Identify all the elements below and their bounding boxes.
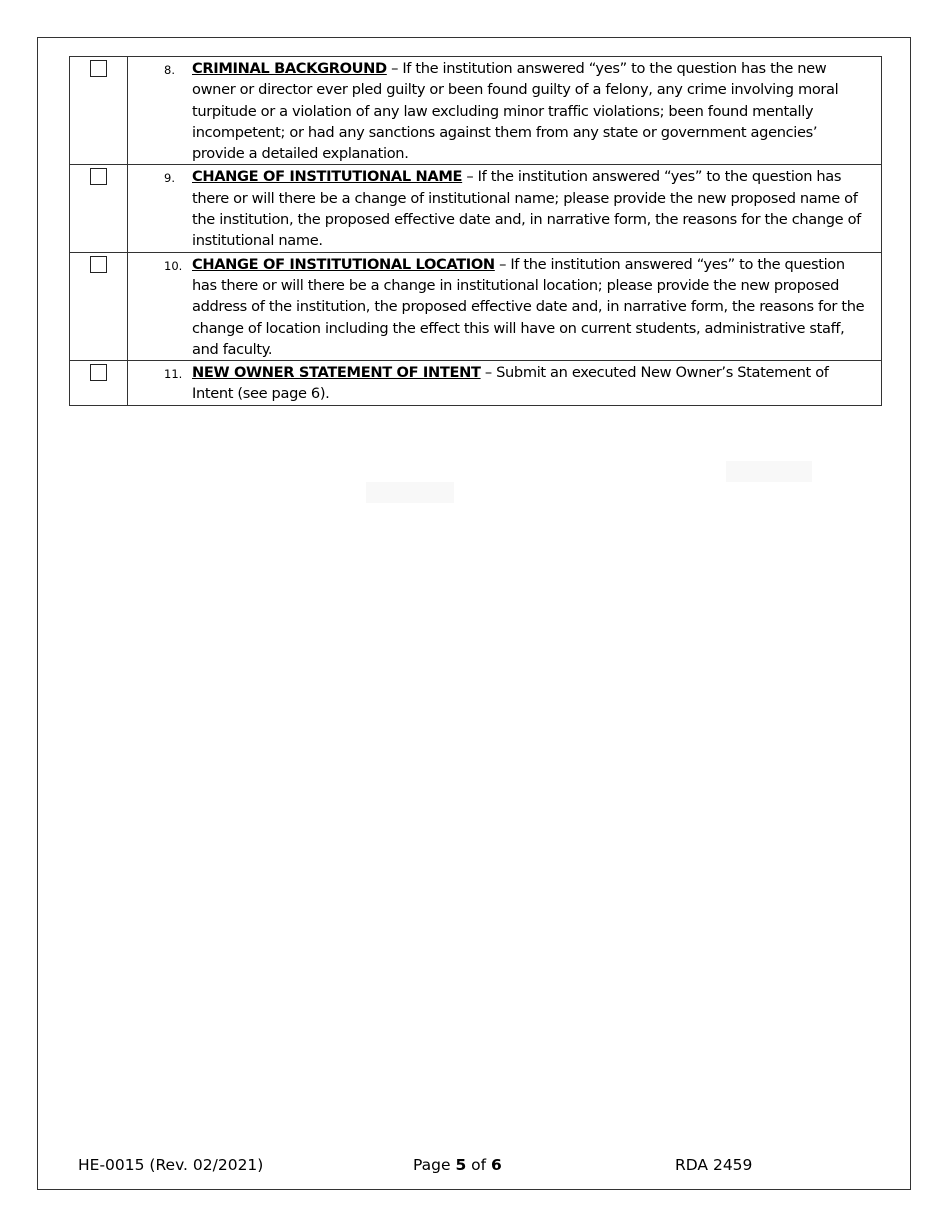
item-heading: CRIMINAL BACKGROUND	[192, 60, 387, 77]
item-text-cell	[128, 57, 882, 165]
page-of: of	[466, 1156, 492, 1174]
page-current: 5	[455, 1156, 467, 1174]
item-8-checkbox[interactable]	[90, 60, 107, 77]
item-body: – If the institution answered “yes” to the question has there or will there be a change of institutional name; please provide the new proposed name of the institution, the proposed effective date and, in narrative form, the reasons for the change of institutional name.	[192, 168, 861, 250]
checkbox-cell	[70, 361, 128, 406]
item-number: 11.	[164, 367, 183, 382]
item-heading: CHANGE OF INSTITUTIONAL LOCATION	[192, 255, 495, 273]
item-number: 8.	[164, 63, 175, 77]
checklist-row	[70, 361, 882, 406]
checkbox-cell	[70, 165, 128, 252]
faint-placeholder-box	[726, 461, 812, 482]
item-body: – Submit an executed New Owner’s Statement of Intent (see page 6).	[192, 364, 829, 403]
checkbox-cell	[70, 252, 128, 360]
item-text-cell	[128, 165, 882, 252]
item-heading: NEW OWNER STATEMENT OF INTENT	[192, 364, 481, 382]
item-text-cell	[128, 252, 882, 360]
footer-rda: RDA 2459	[675, 1156, 753, 1174]
footer-page-number	[413, 1155, 502, 1175]
checklist-row	[70, 252, 882, 360]
page-prefix: Page	[413, 1156, 456, 1174]
item-10-checkbox[interactable]	[90, 256, 107, 273]
item-number: 10.	[164, 258, 183, 273]
checklist-table	[69, 56, 882, 406]
footer-form-id: HE-0015 (Rev. 02/2021)	[78, 1156, 264, 1174]
item-heading: CHANGE OF INSTITUTIONAL NAME	[192, 168, 463, 186]
checklist-row	[70, 165, 882, 252]
page-total: 6	[491, 1156, 502, 1174]
item-body: – If the institution answered “yes” to the question has there or will there be a change in institutional location; please provide the new proposed address of the institution, the proposed effective date and, in narrative form, the reasons for the change of location including the effect this will have on current students, administrative staff, and faculty.	[192, 255, 865, 358]
item-text-cell	[128, 361, 882, 406]
checklist-row	[70, 57, 882, 165]
item-body: – If the institution answered “yes” to the question has the new owner or director ever pled guilty or been found guilty of a felony, any crime involving moral turpitude or a violation of any law excluding minor traffic violations; been found mentally incompetent; or had any sanctions against them from any state or government agencies’ provide a detailed explanation.	[192, 60, 839, 163]
item-11-checkbox[interactable]	[90, 364, 107, 381]
faint-placeholder-box	[366, 482, 454, 503]
item-number: 9.	[164, 171, 175, 186]
item-9-checkbox[interactable]	[90, 168, 107, 185]
checkbox-cell	[70, 57, 128, 165]
